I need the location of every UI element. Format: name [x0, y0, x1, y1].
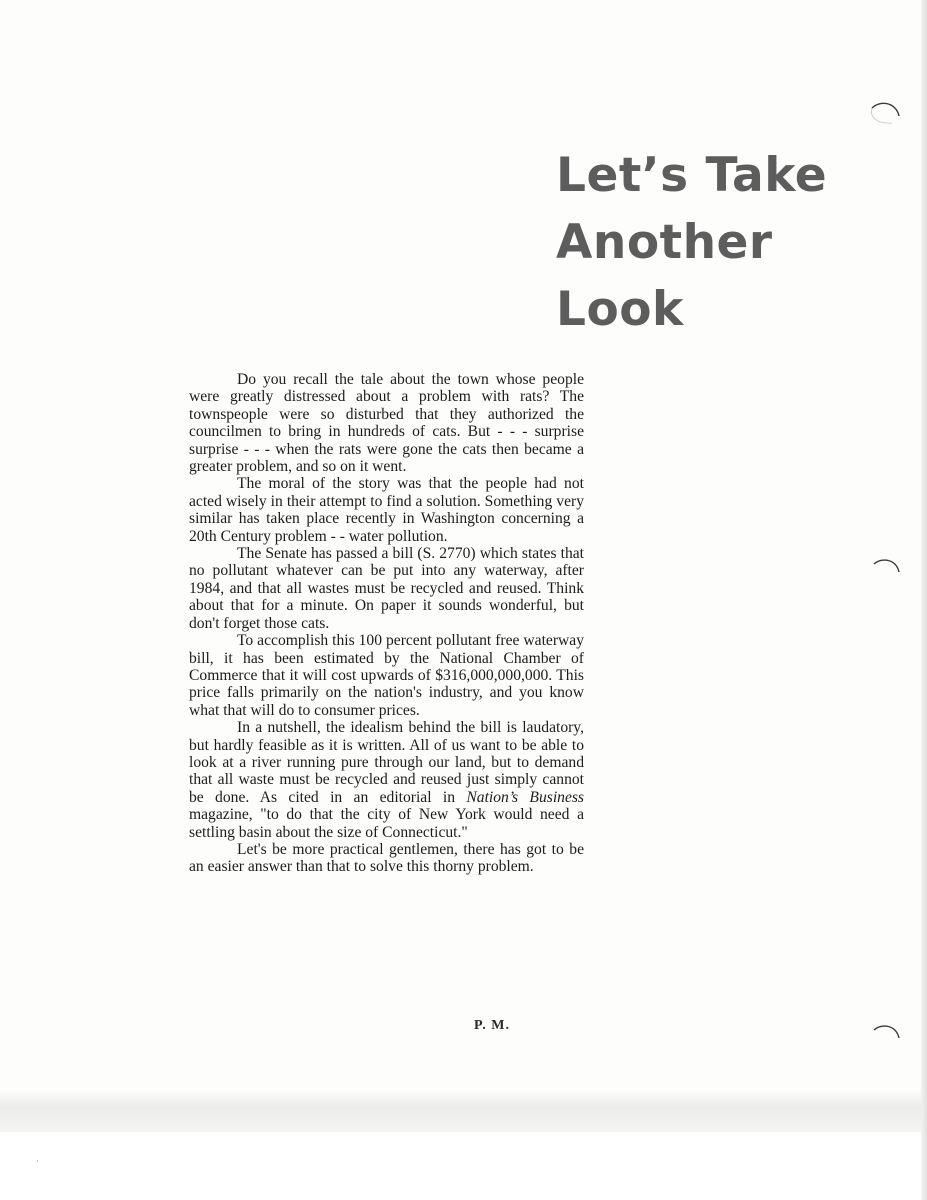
- paragraph-5: [189, 719, 584, 841]
- paragraph-6: Let's be more practical gentlemen, there has got to be an easier answer than that to solve this thorny problem.: [189, 840, 584, 876]
- headline-line-2: Another: [556, 215, 773, 270]
- headline-line-3: Look: [556, 282, 684, 337]
- page-edge: [921, 0, 927, 1200]
- headline: [556, 142, 827, 343]
- article-body: [189, 371, 584, 876]
- paragraph-5-text-a: In a nutshell, the idealism behind the bill is laudatory, but hardly feasible as it is written. All of us want to be able to look at a river running pure through our land, but to demand that all waste must be recycled and reused just simply cannot be done. As cited in an editorial in: [189, 719, 584, 806]
- paragraph-5-text-b: magazine, "to do that the city of New York would need a settling basin about the size of Connecticut.": [189, 806, 584, 841]
- scan-shadow-band: [0, 1090, 921, 1132]
- binder-hole-middle-icon: [870, 554, 910, 594]
- paragraph-2: The moral of the story was that the people had not acted wisely in their attempt to find a solution. Something very similar has taken place recently in Washington concerning a 20th Century problem - - water pollution.: [189, 475, 584, 545]
- publication-title: Nation’s Business: [466, 788, 585, 806]
- binder-hole-top-icon: [866, 98, 906, 138]
- scan-speck: ·: [36, 1157, 39, 1167]
- paragraph-1: Do you recall the tale about the town whose people were greatly distressed about a problem with rats? The townspeople were so disturbed that they authorized the councilmen to bring in hundreds of cats. But - - - surprise surprise - - - when the rats were gone the cats then became a greater problem, and so on it went.: [189, 371, 584, 476]
- author-initials: P. M.: [474, 1018, 510, 1033]
- headline-line-1: Let’s Take: [556, 148, 828, 203]
- paragraph-3: The Senate has passed a bill (S. 2770) which states that no pollutant whatever can be put into any waterway, after 1984, and that all wastes must be recycled and reused. Think about that for a minute. On paper it sounds wonderful, but don't forget those cats.: [189, 545, 584, 632]
- paragraph-4: To accomplish this 100 percent pollutant free waterway bill, it has been estimated by the National Chamber of Commerce that it will cost upwards of $316,000,000,000. This price falls primarily on the nation's industry, and you know what that will do to consumer prices.: [189, 632, 584, 719]
- binder-hole-bottom-icon: [870, 1020, 910, 1060]
